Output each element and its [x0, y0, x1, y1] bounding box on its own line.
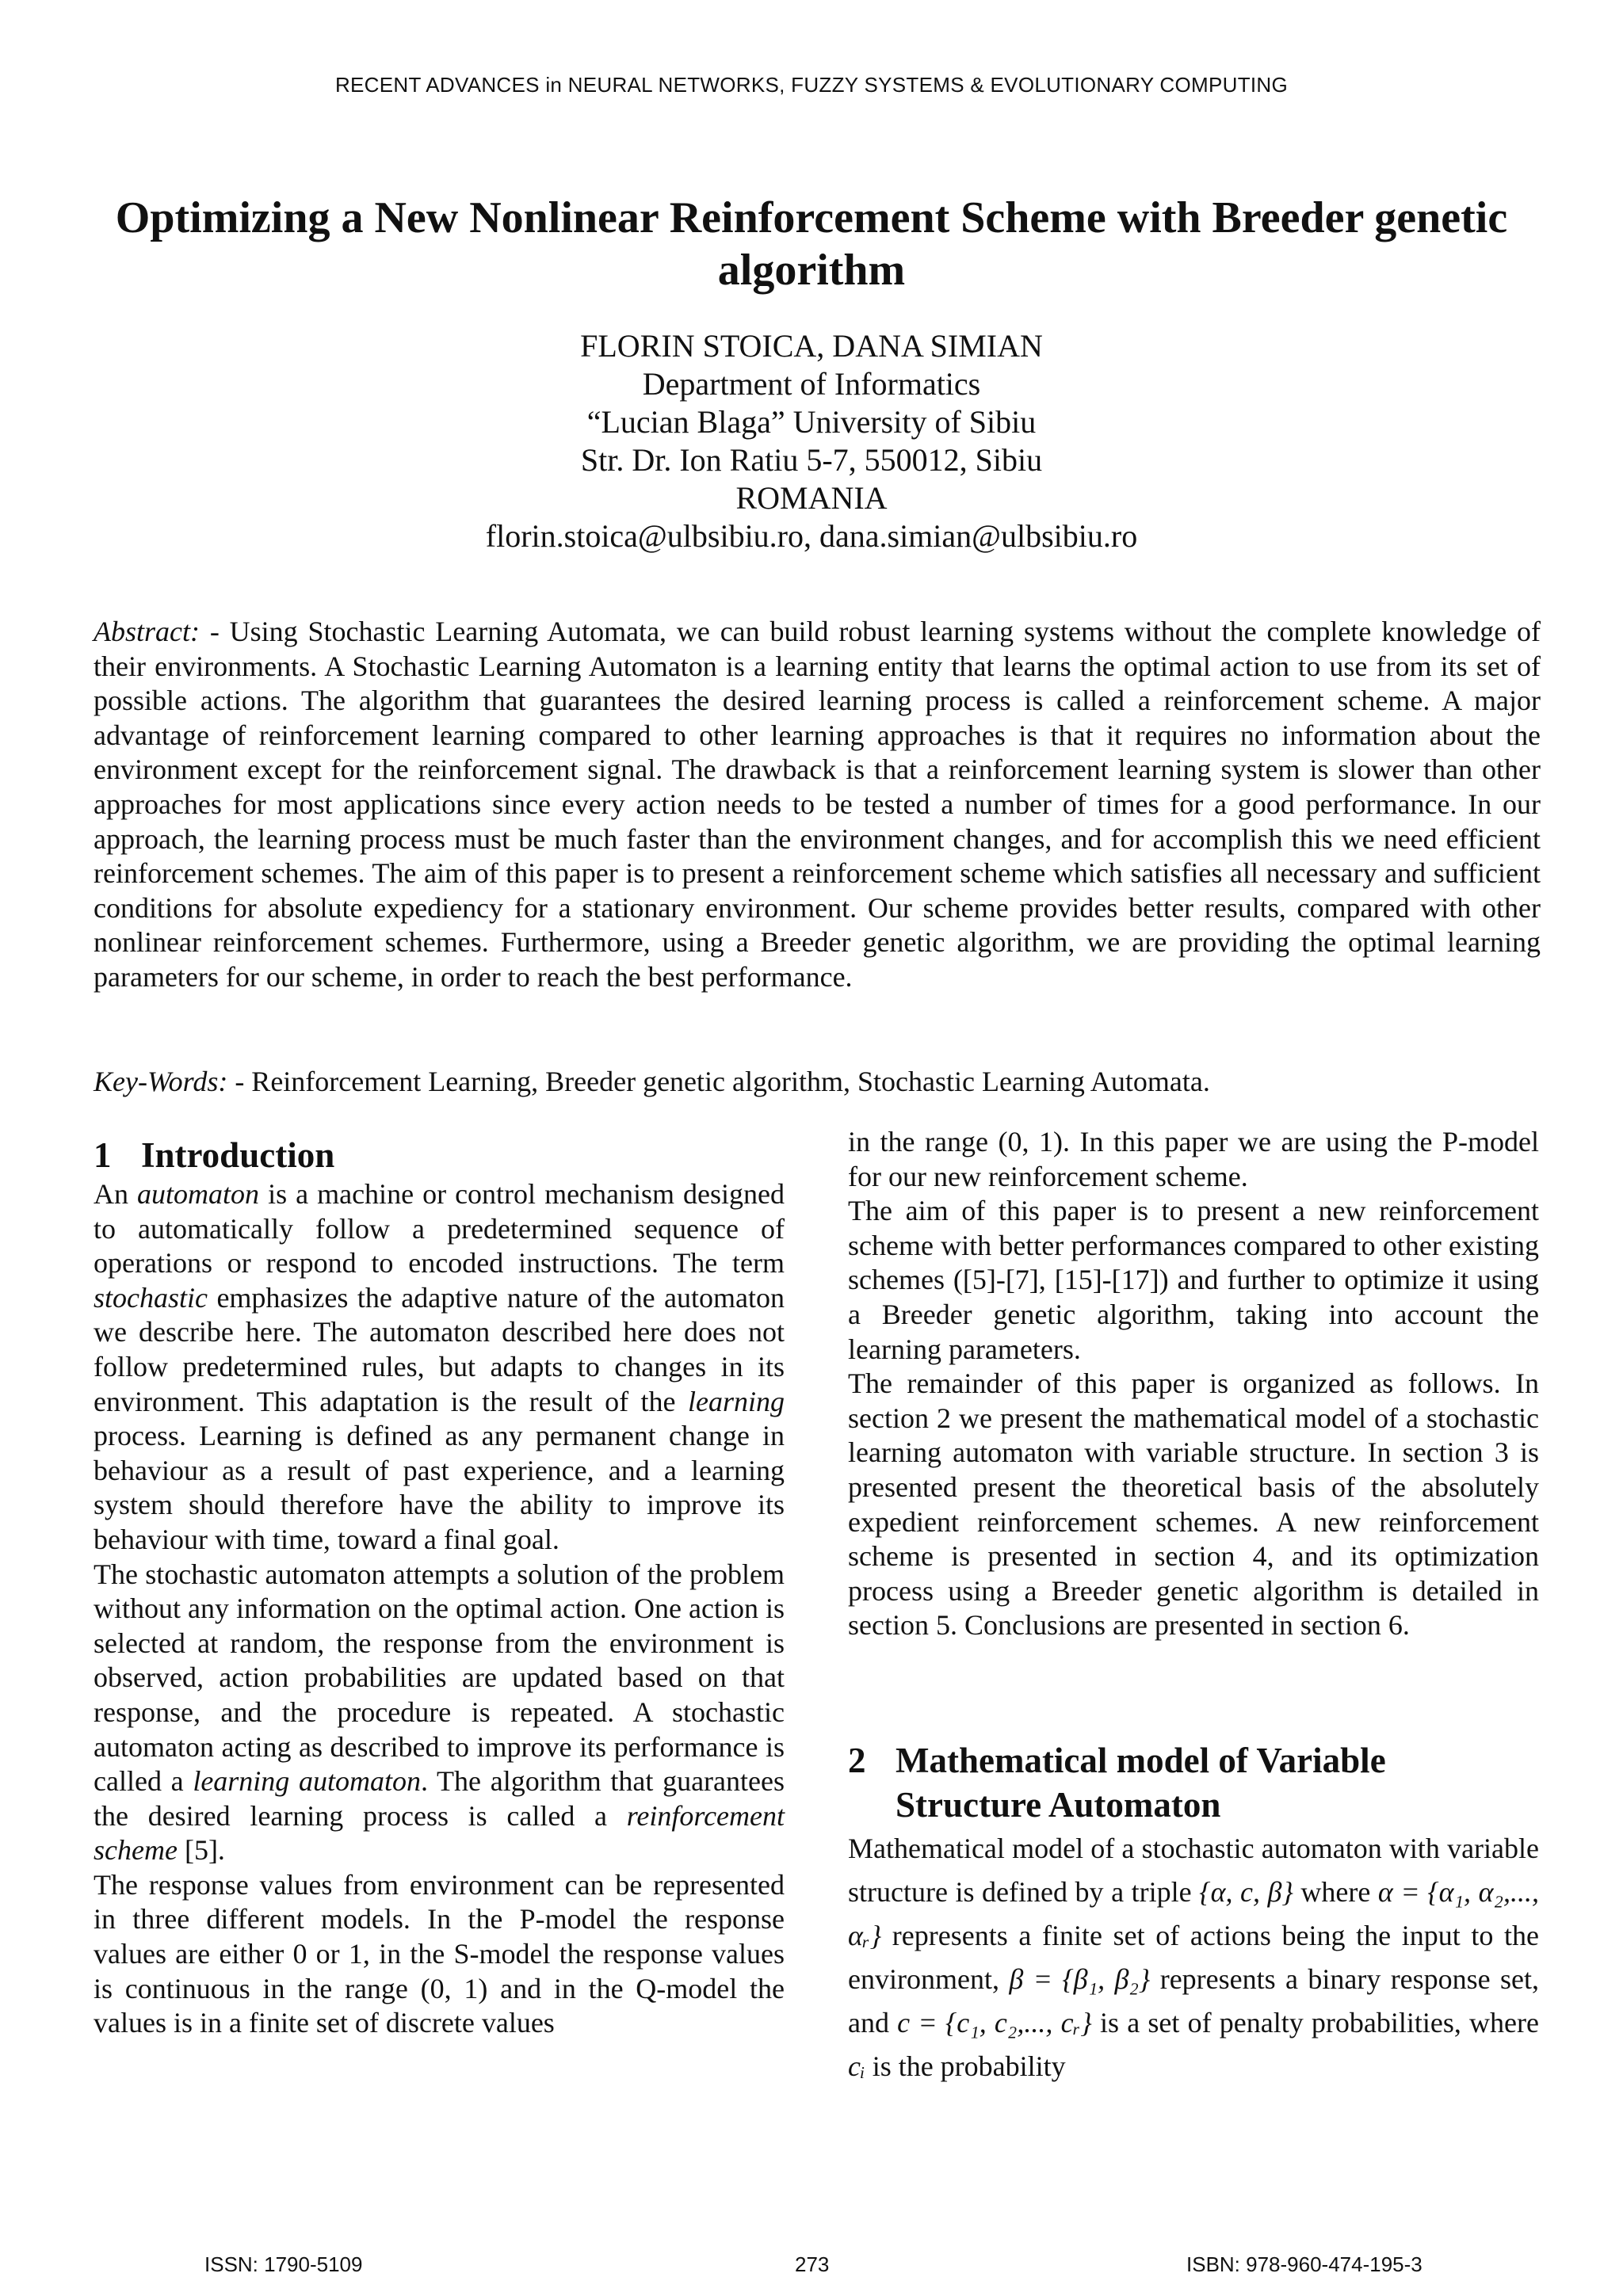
author-block	[0, 327, 1623, 555]
section-2-number: 2	[848, 1740, 866, 1780]
math-ci: cᵢ	[848, 2050, 865, 2082]
intro-paragraph-5: The aim of this paper is to present a new reinforcement scheme with better performances compared to other existing schemes ([5]-[7], [15]-[17]) and further to optimize it using a Breeder genetic algorithm, taking into account the learning parameters.	[848, 1195, 1539, 1365]
text-run: where	[1293, 1875, 1378, 1908]
italic-term: automaton	[137, 1178, 260, 1210]
author-emails: florin.stoica@ulbsibiu.ro, dana.simian@ulbsibiu.ro	[485, 518, 1138, 554]
text-run: is a set of penalty probabilities, where	[1091, 2006, 1539, 2039]
author-address: Str. Dr. Ion Ratiu 5-7, 550012, Sibiu	[580, 442, 1043, 478]
italic-term: stochastic	[94, 1281, 208, 1314]
section-1-title: Introduction	[141, 1135, 335, 1175]
section-2-title-line-1: Mathematical model of Variable	[896, 1740, 1386, 1780]
math-response-set: β = {β₁, β₂}	[1009, 1962, 1151, 1995]
text-run: The stochastic automaton attempts a solution of the problem without any information on the optimal action. One action is selected at random, the response from the environment is observed, action probabilities are updated based on that response, and the procedure is repeated. A stochastic automaton acting as described to improve its performance is called a	[94, 1558, 785, 1798]
abstract-text: - Using Stochastic Learning Automata, we can build robust learning systems without the complete knowledge of their environments. A Stochastic Learning Automaton is a learning entity that learns the optimal action to use from its set of possible actions. The algorithm that guarantees the desired learning process is called a reinforcement scheme. A major advantage of reinforcement learning compared to other learning approaches is that it requires no information about the environment except for the reinforcement signal. The drawback is that a reinforcement learning system is slower than other approaches for most applications since every action needs to be tested a number of times for a good performance. In our approach, the learning process must be much faster than the environment changes, and for accomplish this we need efficient reinforcement schemes. The aim of this paper is to present a reinforcement scheme which satisfies all necessary and sufficient conditions for absolute expediency for a stationary environment. Our scheme provides better results, compared with other nonlinear reinforcement schemes. Furthermore, using a Breeder genetic algorithm, we are providing the optimal learning parameters for our scheme, in order to reach the best performance.	[94, 616, 1541, 993]
right-column	[848, 1125, 1539, 2088]
paper-title: Optimizing a New Nonlinear Reinforcement Scheme with Breeder genetic algorithm	[115, 193, 1508, 295]
keywords-label: Key-Words:	[94, 1066, 228, 1097]
italic-term: learning automaton	[193, 1765, 422, 1798]
footer-page-number: 273	[795, 2252, 830, 2276]
text-run: [5].	[177, 1834, 225, 1867]
text-run: Mathematical model of a stochastic automaton with variable structure is defined by a triple	[848, 1832, 1539, 1908]
text-run: is the probability	[865, 2050, 1066, 2082]
section-2-title-line-2: Structure Automaton	[896, 1784, 1221, 1825]
intro-paragraph-3: The response values from environment can be represented in three different models. In the P-model the response values are either 0 or 1, in the S-model the response values is continuous in the range (0, 1) and in the Q-model the values is in a finite set of discrete values	[94, 1868, 785, 2039]
italic-term: reinforcement scheme	[94, 1799, 785, 1867]
text-run: is a machine or control mechanism designed to automatically follow a predetermined sequence of operations or respond to encoded instructions. The term	[94, 1178, 785, 1280]
section-spacer	[848, 1643, 1539, 1738]
footer-issn: ISSN: 1790-5109	[204, 2252, 363, 2276]
text-run: represents a binary response set, and	[848, 1962, 1540, 2039]
abstract-label: Abstract:	[94, 616, 200, 647]
left-column	[94, 1133, 785, 2041]
keywords	[94, 1064, 1541, 1099]
text-run: represents a finite set of actions being the input to the environment,	[848, 1919, 1539, 1995]
math-penalty-set: c = {c₁, c₂,..., cᵣ}	[897, 2006, 1092, 2039]
intro-paragraph-4: in the range (0, 1). In this paper we are using the P-model for our new reinforcement scheme.	[848, 1126, 1539, 1192]
author-university: “Lucian Blaga” University of Sibiu	[586, 404, 1037, 440]
author-department: Department of Informatics	[642, 366, 981, 402]
italic-term: learning	[688, 1385, 785, 1417]
running-header: RECENT ADVANCES in NEURAL NETWORKS, FUZZY SYSTEMS & EVOLUTIONARY COMPUTING	[334, 73, 1289, 97]
keywords-text: - Reinforcement Learning, Breeder genetic algorithm, Stochastic Learning Automata.	[227, 1066, 1210, 1097]
intro-paragraph-1	[94, 1177, 785, 1558]
text-run: process. Learning is defined as any permanent change in behaviour as a result of past experience, and a learning system should therefore have the ability to improve its behaviour with time, toward a final goal.	[94, 1420, 785, 1555]
text-run: emphasizes the adaptive nature of the automaton we describe here. The automaton described here does not follow predetermined rules, but adapts to changes in its environment. This adaptation is the result of the	[94, 1281, 785, 1417]
author-names: FLORIN STOICA, DANA SIMIAN	[580, 328, 1043, 364]
model-paragraph	[848, 1827, 1539, 2088]
section-1-heading	[94, 1133, 785, 1177]
text-run: . The algorithm that guarantees the desired learning process is called a	[94, 1765, 785, 1832]
intro-paragraph-6: The remainder of this paper is organized as follows. In section 2 we present the mathematical model of a stochastic learning automaton with variable structure. In section 3 is presented present the theoretical basis of the absolutely expedient reinforcement schemes. A new reinforcement scheme is presented in section 4, and its optimization process using a Breeder genetic algorithm is detailed in section 5. Conclusions are presented in section 6.	[848, 1367, 1539, 1642]
section-1-number: 1	[94, 1135, 112, 1175]
math-action-set: α = {α₁, α₂,..., αᵣ}	[848, 1875, 1539, 1951]
section-2-heading	[848, 1738, 1539, 1827]
author-country: ROMANIA	[735, 480, 888, 516]
footer-isbn: ISBN: 978-960-474-195-3	[1186, 2252, 1423, 2276]
text-run: An	[94, 1178, 138, 1210]
math-triple: {α, c, β}	[1199, 1875, 1293, 1908]
abstract	[94, 615, 1541, 995]
intro-paragraph-2	[94, 1558, 785, 1868]
